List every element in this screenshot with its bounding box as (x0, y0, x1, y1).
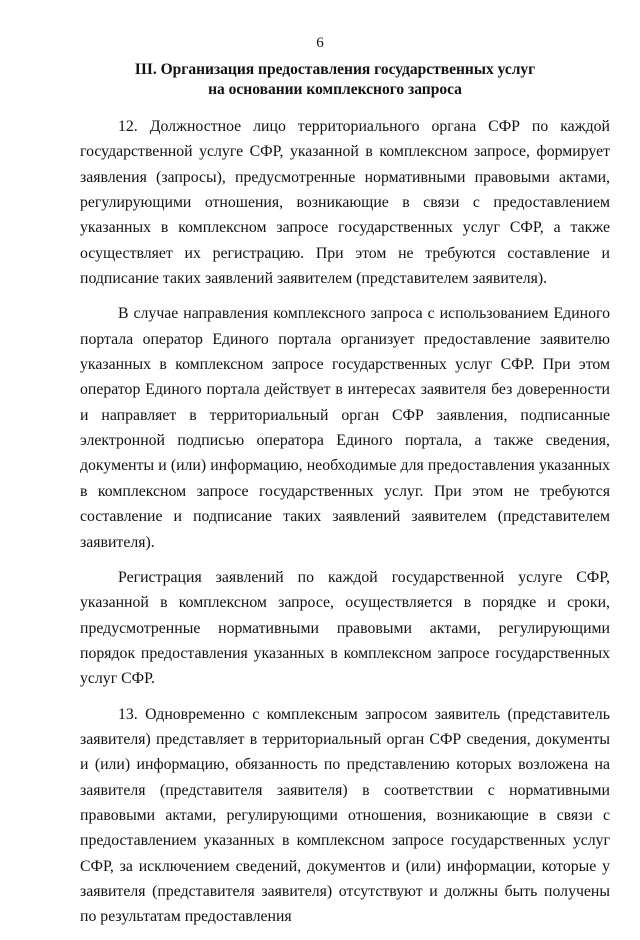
section-heading-line-1: III. Организация предоставления государственных услуг (134, 61, 536, 78)
paragraph-12: 12. Должностное лицо территориального органа СФР по каждой государственной услуге СФР, указанной в комплексном запросе, формирует заявления (запросы), предусмотренные нормативными правовыми актами, регулирующими отношения, возникающие в связи с предоставлением указанных в комплексном запросе государственных услуг СФР, а также осуществляет их регистрацию. При этом не требуются составление и подписание таких заявлений заявителем (представителем заявителя). (80, 118, 610, 288)
paragraph-13: 13. Одновременно с комплексным запросом заявитель (представитель заявителя) представляет в территориальный орган СФР сведения, документы и (или) информацию, обязанность по представлению которых возложена на заявителя (представителя заявителя) в соответствии с нормативными правовыми актами, регулирующими отношения, возникающие в связи с предоставлением указанных в комплексном запросе государственных услуг СФР, за исключением сведений, документов и (или) информации, которые у заявителя (представителя заявителя) отсутствуют и должны быть получены по результатам предоставления (80, 705, 610, 926)
section-heading-line-2: на основании комплексного запроса (208, 81, 462, 98)
page-number: 6 (316, 35, 324, 51)
paragraph-single-portal: В случае направления комплексного запроса с использованием Единого портала оператор Единого портала организует предоставление заявителю указанных в комплексном запросе государственных услуг СФР. При этом оператор Единого портала действует в интересах заявителя без доверенности и направляет в территориальный орган СФР заявления, подписанные электронной подписью оператора Единого портала, а также сведения, документы и (или) информацию, необходимые для предоставления указанных в комплексном запросе государственных услуг. При этом не требуются составление и подписание таких заявлений заявителем (представителем заявителя). (80, 305, 610, 551)
section-heading (100, 60, 570, 100)
body-text (80, 114, 610, 940)
paragraph-registration: Регистрация заявлений по каждой государственной услуге СФР, указанной в комплексном запросе, осуществляется в порядке и сроки, предусмотренные нормативными правовыми актами, регулирующими порядок предоставления указанных в комплексном запросе государственных услуг СФР. (80, 568, 610, 688)
